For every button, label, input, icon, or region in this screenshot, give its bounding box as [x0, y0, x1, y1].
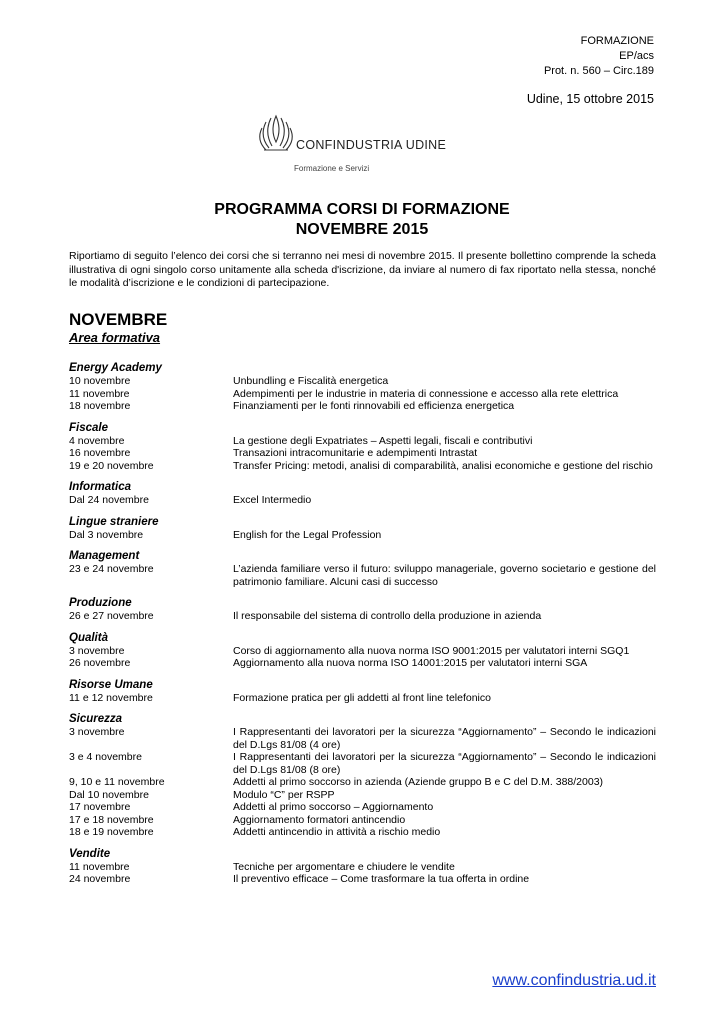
course-title: Corso di aggiornamento alla nuova norma ISO 9001:2015 per valutatori interni SGQ1: [233, 644, 630, 657]
page-title: PROGRAMMA CORSI DI FORMAZIONE: [214, 201, 510, 218]
course-date: Dal 24 novembre: [69, 494, 149, 506]
course-row: [69, 692, 656, 705]
course-row: [69, 563, 656, 588]
category-heading: Management: [69, 550, 140, 562]
course-row: [69, 814, 656, 827]
course-date: 24 novembre: [69, 873, 131, 885]
course-date: 11 e 12 novembre: [69, 691, 153, 704]
course-row: [69, 789, 656, 802]
course-title: Excel Intermedio: [233, 494, 312, 506]
course-row: [69, 645, 656, 658]
month-heading: NOVEMBRE: [69, 310, 168, 329]
course-date: 17 e 18 novembre: [69, 813, 154, 826]
course-date: 18 novembre: [69, 400, 131, 412]
course-date: 18 e 19 novembre: [69, 826, 154, 838]
course-title: Il preventivo efficace – Come trasformare la tua offerta in ordine: [233, 873, 530, 885]
course-row: [69, 726, 656, 751]
course-row: [69, 435, 656, 448]
course-date: 26 novembre: [69, 657, 131, 669]
course-row: [69, 776, 656, 789]
course-date: 17 novembre: [69, 801, 131, 813]
course-date: Dal 10 novembre: [69, 788, 149, 801]
header-line: FORMAZIONE: [580, 35, 654, 47]
header-line: EP/acs: [619, 50, 654, 62]
course-title: Addetti antincendio in attività a rischio medio: [233, 826, 441, 838]
course-row: [69, 751, 656, 776]
course-title: Unbundling e Fiscalità energetica: [233, 375, 389, 387]
course-list: [69, 362, 656, 886]
course-row: [69, 529, 656, 542]
course-title: Tecniche per argomentare e chiudere le vendite: [233, 860, 455, 873]
course-row: [69, 375, 656, 388]
course-row: [69, 657, 656, 670]
course-date: 19 e 20 novembre: [69, 459, 154, 472]
course-date: 9, 10 e 11 novembre: [69, 776, 165, 788]
document-header: [544, 34, 654, 79]
course-title: La gestione degli Expatriates – Aspetti legali, fiscali e contributivi: [233, 434, 533, 447]
category-heading: Risorse Umane: [69, 678, 153, 691]
category-heading: Energy Academy: [69, 362, 162, 374]
course-date: 3 novembre: [69, 726, 125, 738]
course-date: 26 e 27 novembre: [69, 610, 154, 622]
course-title: L’azienda familiare verso il futuro: sviluppo manageriale, governo societario e gestione del patrimonio familiare. Alcuni casi di successo: [233, 563, 656, 588]
category-heading: Vendite: [69, 847, 111, 860]
course-title: Addetti al primo soccorso in azienda (Aziende gruppo B e C del D.M. 388/2003): [233, 776, 604, 788]
course-date: 16 novembre: [69, 447, 131, 459]
course-title: I Rappresentanti dei lavoratori per la sicurezza “Aggiornamento” – Secondo le indicazioni del D.Lgs 81/08 (8 ore): [233, 751, 656, 776]
course-title: Formazione pratica per gli addetti al front line telefonico: [233, 691, 491, 704]
header-line: Prot. n. 560 – Circ.189: [543, 65, 654, 77]
course-title: I Rappresentanti dei lavoratori per la sicurezza “Aggiornamento” – Secondo le indicazioni del D.Lgs 81/08 (4 ore): [233, 726, 656, 751]
category-heading: Sicurezza: [69, 713, 123, 725]
category-heading: Produzione: [69, 597, 132, 609]
category-heading: Fiscale: [69, 421, 108, 434]
course-date: Dal 3 novembre: [69, 528, 144, 541]
logo-subtitle: Formazione e Servizi: [294, 164, 370, 173]
course-date: 4 novembre: [69, 434, 125, 447]
category-heading: Informatica: [69, 481, 131, 493]
logo-name: CONFINDUSTRIA UDINE: [296, 138, 447, 152]
course-date: 11 novembre: [69, 387, 130, 400]
course-title: Adempimenti per le industrie in materia di connessione e accesso alla rete elettrica: [233, 387, 619, 400]
course-title: Il responsabile del sistema di controllo della produzione in azienda: [233, 610, 542, 622]
area-heading: Area formativa: [69, 330, 161, 345]
course-title: English for the Legal Profession: [233, 528, 382, 541]
course-row: [69, 400, 656, 413]
course-title: Addetti al primo soccorso – Aggiornamento: [233, 801, 434, 813]
page-subtitle: NOVEMBRE 2015: [295, 221, 429, 238]
course-date: 23 e 24 novembre: [69, 563, 154, 575]
course-title: Modulo “C” per RSPP: [233, 788, 335, 801]
category-heading: Lingue straniere: [69, 515, 159, 528]
course-row: [69, 388, 656, 401]
course-date: 3 novembre: [69, 644, 125, 657]
course-title: Finanziamenti per le fonti rinnovabili ed efficienza energetica: [233, 400, 515, 412]
course-title: Aggiornamento alla nuova norma ISO 14001:2015 per valutatori interni SGA: [233, 657, 588, 669]
course-title: Transfer Pricing: metodi, analisi di comparabilità, analisi economiche e gestione del rischio: [233, 459, 653, 472]
course-row: [69, 494, 656, 507]
footer-website-link[interactable]: www.confindustria.ud.it: [492, 972, 656, 989]
course-row: [69, 861, 656, 874]
course-date: 10 novembre: [69, 375, 131, 387]
course-title: Aggiornamento formatori antincendio: [233, 813, 406, 826]
document-date: Udine, 15 ottobre 2015: [526, 92, 654, 106]
course-title: Transazioni intracomunitarie e adempimenti Intrastat: [233, 447, 478, 459]
intro-paragraph: Riportiamo di seguito l’elenco dei corsi che si terranno nei mesi di novembre 2015. Il presente bollettino comprende la scheda illustrativa di ogni singolo corso unitamente alla scheda d'iscrizione, da inviare al numero di fax riportato nella stessa, nonché le modalità d’iscrizione e le condizioni di partecipazione.: [69, 250, 656, 289]
course-date: 11 novembre: [69, 860, 130, 873]
course-row: [69, 610, 656, 623]
category-heading: Qualità: [69, 631, 108, 644]
course-date: 3 e 4 novembre: [69, 751, 142, 763]
course-row: [69, 873, 656, 886]
course-row: [69, 801, 656, 814]
course-row: [69, 460, 656, 473]
course-row: [69, 447, 656, 460]
course-row: [69, 826, 656, 839]
